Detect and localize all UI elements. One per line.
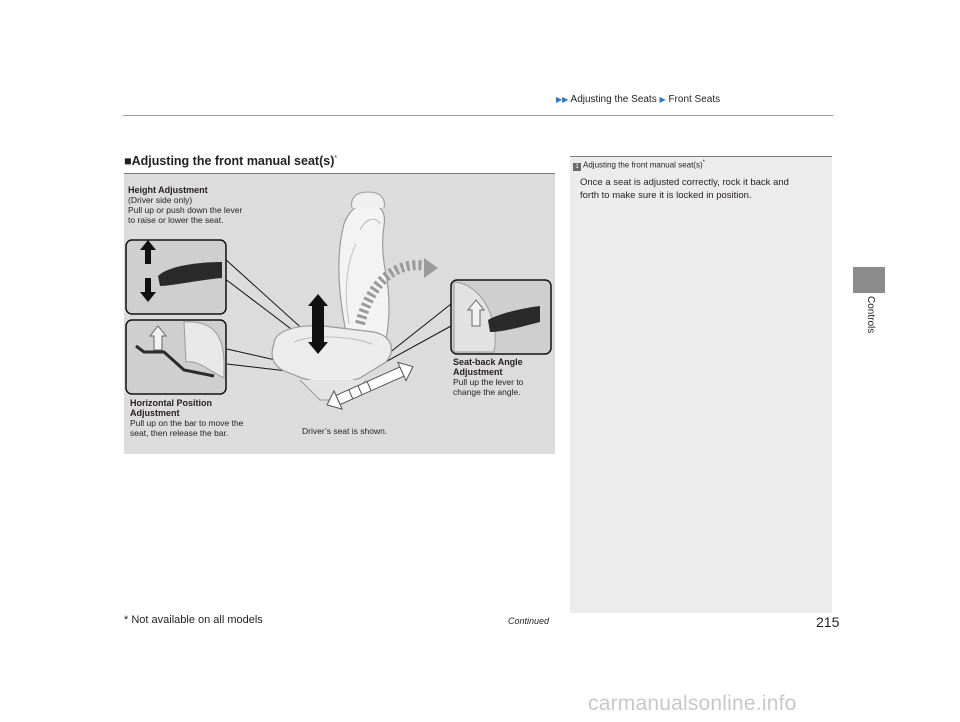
height-adjustment-subtitle: (Driver side only): [128, 195, 193, 205]
note-text: Once a seat is adjusted correctly, rock it back and: [580, 177, 789, 188]
chapter-tab-label: [852, 296, 886, 356]
note-title-text: Adjusting the front manual seat(s): [583, 160, 703, 170]
headrest-shape: [352, 192, 385, 208]
note-marker-icon: 1: [573, 163, 581, 171]
height-adjustment-callout: [128, 185, 242, 225]
breadcrumb-arrow-icon: ▶: [659, 95, 666, 104]
horizontal-adjustment-text: seat, then release the bar.: [130, 428, 229, 438]
note-panel: [570, 156, 832, 613]
seatback-adjustment-text: Pull up the lever to: [453, 377, 524, 387]
height-adjustment-text: Pull up or push down the lever: [128, 205, 243, 215]
chapter-tab-text: Controls: [865, 296, 876, 334]
page-number: 215: [816, 614, 840, 630]
note-asterisk: *: [702, 160, 705, 166]
figure-caption: Driver’s seat is shown.: [302, 426, 388, 436]
seatback-adjustment-title: Adjustment: [453, 367, 503, 377]
horizontal-adjustment-title: Horizontal Position: [130, 398, 212, 408]
note-title: [573, 160, 705, 171]
seat-illustration-panel: [124, 173, 555, 454]
seatback-adjustment-text: change the angle.: [453, 387, 521, 397]
section-asterisk: *: [334, 154, 338, 162]
height-adjustment-title: Height Adjustment: [128, 185, 208, 195]
footnote: * Not available on all models: [124, 614, 263, 626]
header-divider: [123, 115, 833, 116]
breadcrumb-item-seats[interactable]: Adjusting the Seats: [570, 94, 657, 105]
horizontal-adjustment-text: Pull up on the bar to move the: [130, 418, 244, 428]
chapter-tab[interactable]: [853, 267, 885, 293]
section-bullet-icon: ■: [124, 154, 132, 168]
breadcrumb-arrow-icon: ▶▶: [556, 95, 569, 104]
seat-cushion-shape: [272, 326, 391, 383]
seatback-adjustment-title: Seat-back Angle: [453, 357, 523, 367]
continued-label: Continued: [508, 616, 550, 626]
height-arrow-shape: [312, 304, 324, 344]
breadcrumb: [556, 94, 836, 105]
note-body: [580, 176, 820, 202]
note-text: forth to make sure it is locked in position.: [580, 190, 752, 201]
section-title-text: Adjusting the front manual seat(s): [131, 154, 335, 168]
horizontal-adjustment-callout: [130, 398, 243, 438]
breadcrumb-item-front-seats[interactable]: Front Seats: [668, 94, 721, 105]
watermark: carmanualsonline.info: [588, 692, 797, 715]
seatback-adjustment-callout: [453, 357, 523, 397]
height-adjustment-text: to raise or lower the seat.: [128, 215, 224, 225]
horizontal-adjustment-title: Adjustment: [130, 408, 180, 418]
section-title: [124, 154, 337, 168]
